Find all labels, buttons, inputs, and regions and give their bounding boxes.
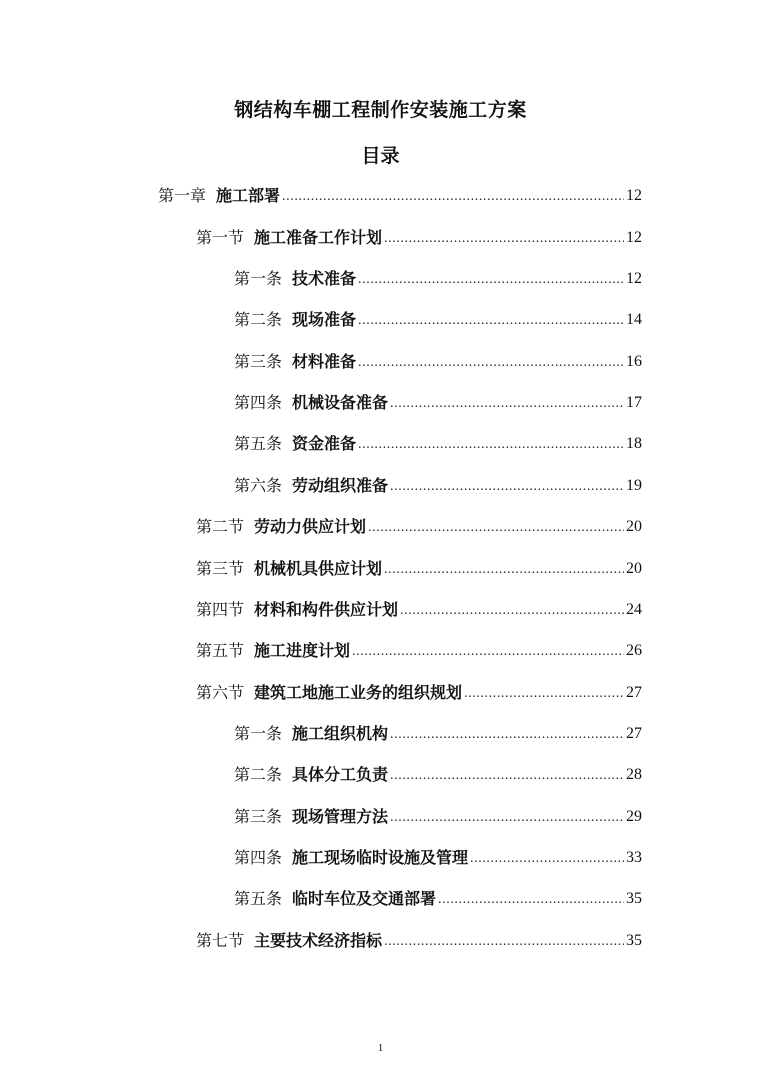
toc-entry-title: 材料准备: [292, 352, 357, 371]
toc-entry-title: 机械机具供应计划: [254, 559, 383, 578]
toc-entry-page: 26: [626, 642, 642, 659]
toc-entry-title: 施工进度计划: [254, 641, 351, 660]
toc-entry[interactable]: [234, 759, 642, 785]
toc-entry[interactable]: [234, 428, 642, 454]
toc-dot-leader: [464, 685, 624, 703]
toc-entry-page: 24: [626, 601, 642, 618]
toc-entry-page: 18: [626, 435, 642, 452]
toc-entry-title: 现场管理方法: [292, 807, 389, 826]
toc-entry[interactable]: [234, 883, 642, 909]
toc-entry[interactable]: [234, 346, 642, 372]
toc-dot-leader: [390, 726, 624, 744]
toc-entry[interactable]: [158, 180, 642, 206]
toc-entry[interactable]: [234, 263, 642, 289]
toc-entry-title: 具体分工负责: [292, 765, 389, 784]
toc-entry[interactable]: [234, 304, 642, 330]
toc-entry-title: 临时车位及交通部署: [292, 889, 437, 908]
toc-entry[interactable]: [234, 842, 642, 868]
toc-entry-page: 12: [626, 187, 642, 204]
toc-dot-leader: [390, 809, 624, 827]
toc-entry[interactable]: [234, 387, 642, 413]
toc-entry-number: 第五节: [196, 641, 245, 660]
toc-entry[interactable]: [234, 470, 642, 496]
toc-entry-title: 施工组织机构: [292, 724, 389, 743]
toc-entry-number: 第一节: [196, 228, 245, 247]
toc-entry-number: 第四节: [196, 600, 245, 619]
toc-entry-page: 12: [626, 229, 642, 246]
toc-entry-title: 主要技术经济指标: [254, 931, 383, 950]
toc-entry-number: 第三节: [196, 559, 245, 578]
toc-entry-number: 第二节: [196, 517, 245, 536]
page-number: 1: [377, 1042, 384, 1054]
toc-dot-leader: [390, 478, 624, 496]
toc-dot-leader: [282, 188, 624, 206]
document-title: 钢结构车棚工程制作安装施工方案: [234, 99, 527, 121]
toc-entry-page: 19: [626, 477, 642, 494]
toc-entry-page: 27: [626, 725, 642, 742]
toc-dot-leader: [390, 767, 624, 785]
toc-entry-number: 第五条: [234, 889, 283, 908]
toc-entry-title: 资金准备: [292, 434, 357, 453]
toc-entry[interactable]: [196, 553, 642, 579]
toc-dot-leader: [358, 436, 624, 454]
toc-entry-page: 20: [626, 560, 642, 577]
toc-entry-page: 33: [626, 849, 642, 866]
toc-entry-number: 第一章: [158, 186, 207, 205]
toc-entry-title: 机械设备准备: [292, 393, 389, 412]
toc-entry[interactable]: [234, 718, 642, 744]
toc-entry-title: 施工现场临时设施及管理: [292, 848, 469, 867]
toc-entry-page: 12: [626, 270, 642, 287]
toc-entry-page: 17: [626, 394, 642, 411]
toc-entry-number: 第六条: [234, 476, 283, 495]
toc-dot-leader: [358, 354, 624, 372]
toc-entry-page: 35: [626, 932, 642, 949]
toc-entry-number: 第二条: [234, 310, 283, 329]
toc-dot-leader: [400, 602, 624, 620]
toc-dot-leader: [384, 561, 624, 579]
toc-entry[interactable]: [196, 677, 642, 703]
toc-entry-page: 27: [626, 684, 642, 701]
toc-dot-leader: [358, 312, 624, 330]
toc-dot-leader: [352, 643, 624, 661]
toc-entry-page: 14: [626, 311, 642, 328]
toc-dot-leader: [390, 395, 624, 413]
toc-entry-title: 技术准备: [292, 269, 357, 288]
toc-entry[interactable]: [196, 594, 642, 620]
toc-entry-title: 施工部署: [216, 186, 281, 205]
toc-entry-number: 第三条: [234, 352, 283, 371]
toc-entry-page: 16: [626, 353, 642, 370]
toc-entry[interactable]: [196, 222, 642, 248]
toc-entry-number: 第七节: [196, 931, 245, 950]
toc-entry-title: 劳动力供应计划: [254, 517, 367, 536]
toc-entry-title: 劳动组织准备: [292, 476, 389, 495]
toc-entry-number: 第六节: [196, 683, 245, 702]
toc-entry-page: 35: [626, 890, 642, 907]
toc-entry[interactable]: [196, 635, 642, 661]
toc-entry-page: 20: [626, 518, 642, 535]
toc-entry-number: 第三条: [234, 807, 283, 826]
toc-entry-number: 第一条: [234, 269, 283, 288]
toc-entry-title: 现场准备: [292, 310, 357, 329]
toc-dot-leader: [358, 271, 624, 289]
toc-dot-leader: [384, 230, 624, 248]
toc-entry-number: 第四条: [234, 848, 283, 867]
toc-heading: 目录: [361, 145, 400, 167]
toc-entry-number: 第五条: [234, 434, 283, 453]
toc-entry-number: 第四条: [234, 393, 283, 412]
toc-entry-title: 建筑工地施工业务的组织规划: [254, 683, 463, 702]
toc-entry-title: 材料和构件供应计划: [254, 600, 399, 619]
toc-entry[interactable]: [196, 511, 642, 537]
toc-dot-leader: [384, 933, 624, 951]
toc-entry-title: 施工准备工作计划: [254, 228, 383, 247]
toc-entry-number: 第一条: [234, 724, 283, 743]
toc-entry-number: 第二条: [234, 765, 283, 784]
toc-dot-leader: [368, 519, 624, 537]
toc-entry-page: 29: [626, 808, 642, 825]
toc-entry[interactable]: [234, 801, 642, 827]
toc-dot-leader: [438, 891, 624, 909]
toc-dot-leader: [470, 850, 624, 868]
toc-entry-page: 28: [626, 766, 642, 783]
toc-entry[interactable]: [196, 925, 642, 951]
